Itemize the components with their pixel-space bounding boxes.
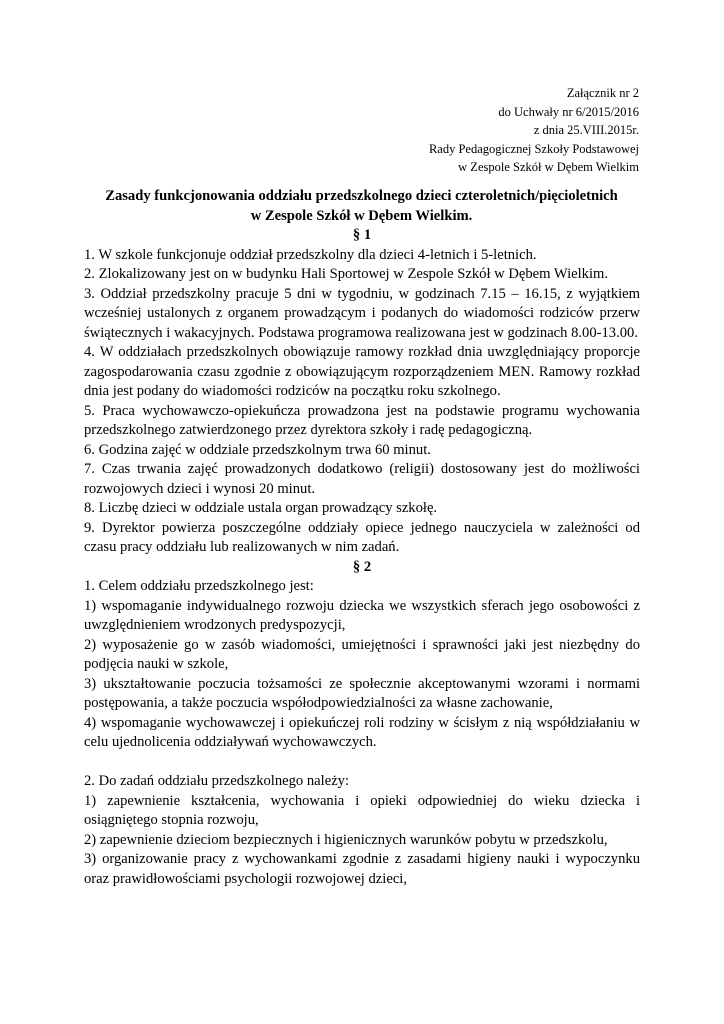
task-item: 1) zapewnienie kształcenia, wychowania i opieki odpowiedniej do wieku dziecka i osiągniętego stopnia rozwoju, [84,792,640,828]
section-1-item: 2. Zlokalizowany jest on w budynku Hali Sportowej w Zespole Szkół w Dębem Wielkim. [84,266,609,282]
header-line-attachment: Załącznik nr 2 [566,86,639,100]
goal-item: 1) wspomaganie indywidualnego rozwoju dziecka we wszystkich sferach jego osobowości z uwzględnieniem wrodzonych predyspozycji, [84,597,640,633]
goal-item: 3) ukształtowanie poczucia tożsamości ze społecznie akceptowanymi wzorami i normami postępowania, a także poczucia współodpowiedzialności za własne zachowanie, [84,675,640,711]
section-2-heading: § 2 [352,558,372,575]
goals-intro: 1. Celem oddziału przedszkolnego jest: [84,578,314,594]
document-body [84,226,640,889]
title-line-2: w Zespole Szkół w Dębem Wielkim. [250,208,473,224]
section-1-item: 9. Dyrektor powierza poszczególne oddziały opiece jednego nauczyciela w zależności od czasu pracy oddziału lub realizowanych w nim zadań. [84,519,640,555]
section-1-heading: § 1 [352,227,372,243]
header-line-date: z dnia 25.VIII.2015r. [533,123,639,137]
task-item: 3) organizowanie pracy z wychowankami zgodnie z zasadami higieny nauki i wypoczynku oraz prawidłowościami psychologii rozwojowej dzieci, [84,851,640,887]
goal-item: 2) wyposażenie go w zasób wiadomości, umiejętności i sprawności jaki jest niezbędny do podjęcia nauki w szkole, [84,636,640,672]
header-line-resolution: do Uchwały nr 6/2015/2016 [498,104,639,119]
goal-item: 4) wspomaganie wychowawczej i opiekuńczej roli rodziny w ścisłym z nią współdziałaniu w celu ujednolicenia oddziaływań wychowawczych. [84,714,640,750]
section-1-item: 3. Oddział przedszkolny pracuje 5 dni w tygodniu, w godzinach 7.15 – 16.15, z wyjątkiem wcześniej ustalonych z organem prowadzącym i podanych do wiadomości rodziców przerw świątecznych i wakacyjnych. Podstawa programowa realizowana jest w godzinach 8.00-13.00. [84,285,640,341]
title-line-1: Zasady funkcjonowania oddziału przedszkolnego dzieci czteroletnich/pięcioletnich [105,188,618,204]
section-1-item: 5. Praca wychowawczo-opiekuńcza prowadzona jest na podstawie programu wychowania przedszkolnego zatwierdzonego przez dyrektora szkoły i radę pedagogiczną. [84,402,640,438]
section-1-item: 1. W szkole funkcjonuje oddział przedszkolny dla dzieci 4-letnich i 5-letnich. [84,246,537,263]
section-1-item: 7. Czas trwania zajęć prowadzonych dodatkowo (religii) dostosowany jest do możliwości rozwojowych dzieci i wynosi 20 minut. [84,461,640,497]
header-line-school: w Zespole Szkół w Dębem Wielkim [458,160,639,174]
paragraph-spacer [84,753,640,773]
task-item: 2) zapewnienie dzieciom bezpiecznych i higienicznych warunków pobytu w przedszkolu, [84,831,608,848]
section-1-item: 4. W oddziałach przedszkolnych obowiązuje ramowy rozkład dnia uwzględniający proporcje zagospodarowania czasu zgodnie z obowiązującym rozporządzeniem MEN. Ramowy rozkład dnia jest podany do wiadomości rodziców na początku roku szkolnego. [84,344,640,399]
attachment-header [429,84,639,177]
section-1-item: 6. Godzina zajęć w oddziale przedszkolnym trwa 60 minut. [84,441,431,458]
section-1-item: 8. Liczbę dzieci w oddziale ustala organ prowadzący szkołę. [84,500,438,516]
tasks-intro: 2. Do zadań oddziału przedszkolnego należy: [84,773,350,789]
header-line-council: Rady Pedagogicznej Szkoły Podstawowej [428,141,639,156]
document-title [84,186,639,226]
